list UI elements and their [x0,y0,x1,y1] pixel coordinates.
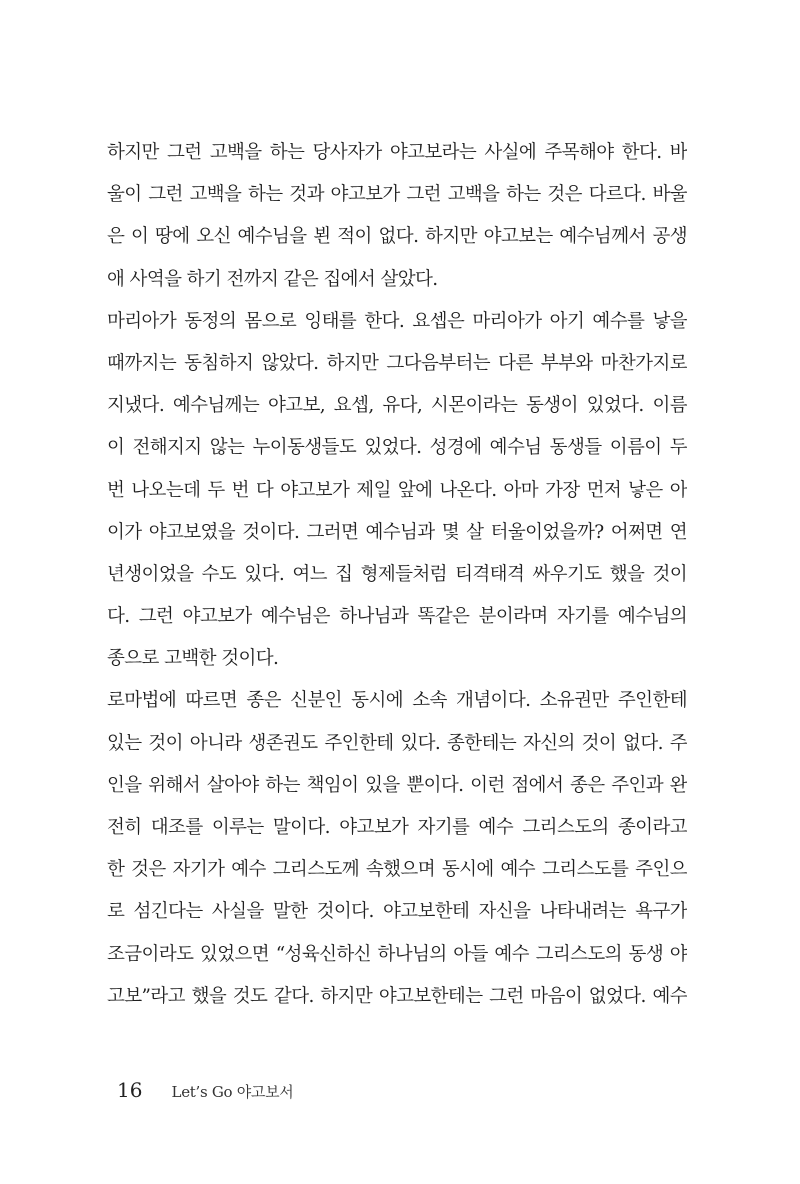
text-line: 인을 위해서 살아야 하는 책임이 있을 뿐이다. 이런 점에서 종은 주인과 완 [107,774,687,796]
text-line: 로 섬긴다는 사실을 말한 것이다. 야고보한테 자신을 나타내려는 욕구가 [107,901,687,923]
text-line: 조금이라도 있었으면 “성육신하신 하나님의 아들 예수 그리스도의 동생 야 [107,943,687,965]
text-line: 번 나오는데 두 번 다 야고보가 제일 앞에 나온다. 아마 가장 먼저 낳은 아 [107,479,687,501]
text-line: 년생이었을 수도 있다. 여느 집 형제들처럼 티격태격 싸우기도 했을 것이 [107,563,687,585]
text-line: 지냈다. 예수님께는 야고보, 요셉, 유다, 시몬이라는 동생이 있었다. 이름 [107,395,687,417]
text-line: 마리아가 동정의 몸으로 잉태를 한다. 요셉은 마리아가 아기 예수를 낳을 [107,310,687,332]
running-title: Let’s Go 야고보서 [171,1083,294,1101]
text-line: 때까지는 동침하지 않았다. 하지만 그다음부터는 다른 부부와 마찬가지로 [107,352,687,374]
text-line: 고보”라고 했을 것도 같다. 하지만 야고보한테는 그런 마음이 없었다. 예수 [107,985,687,1007]
text-line: 로마법에 따르면 종은 신분인 동시에 소속 개념이다. 소유권만 주인한테 [107,690,687,712]
text-line: 애 사역을 하기 전까지 같은 집에서 살았다. [107,268,438,290]
text-line: 한 것은 자기가 예수 그리스도께 속했으며 동시에 예수 그리스도를 주인으 [107,859,687,881]
text-line: 종으로 고백한 것이다. [107,648,279,670]
text-line: 다. 그런 야고보가 예수님은 하나님과 똑같은 분이라며 자기를 예수님의 [107,606,687,628]
text-line: 하지만 그런 고백을 하는 당사자가 야고보라는 사실에 주목해야 한다. 바 [107,142,687,163]
text-line: 이 전해지지 않는 누이동생들도 있었다. 성경에 예수님 동생들 이름이 두 [107,437,687,459]
page-number: 16 [117,1078,143,1102]
text-line: 울이 그런 고백을 하는 것과 야고보가 그런 고백을 하는 것은 다르다. 바울 [107,184,687,206]
text-line: 은 이 땅에 오신 예수님을 뵌 적이 없다. 하지만 야고보는 예수님께서 공생 [107,226,687,248]
text-line: 전히 대조를 이루는 말이다. 야고보가 자기를 예수 그리스도의 종이라고 [107,817,687,838]
text-line: 있는 것이 아니라 생존권도 주인한테 있다. 종한테는 자신의 것이 없다. 주 [107,732,687,754]
page-footer [117,1074,294,1106]
text-line: 이가 야고보였을 것이다. 그러면 예수님과 몇 살 터울이었을까? 어쩌면 연 [107,521,687,543]
page-body-text [107,132,687,1018]
